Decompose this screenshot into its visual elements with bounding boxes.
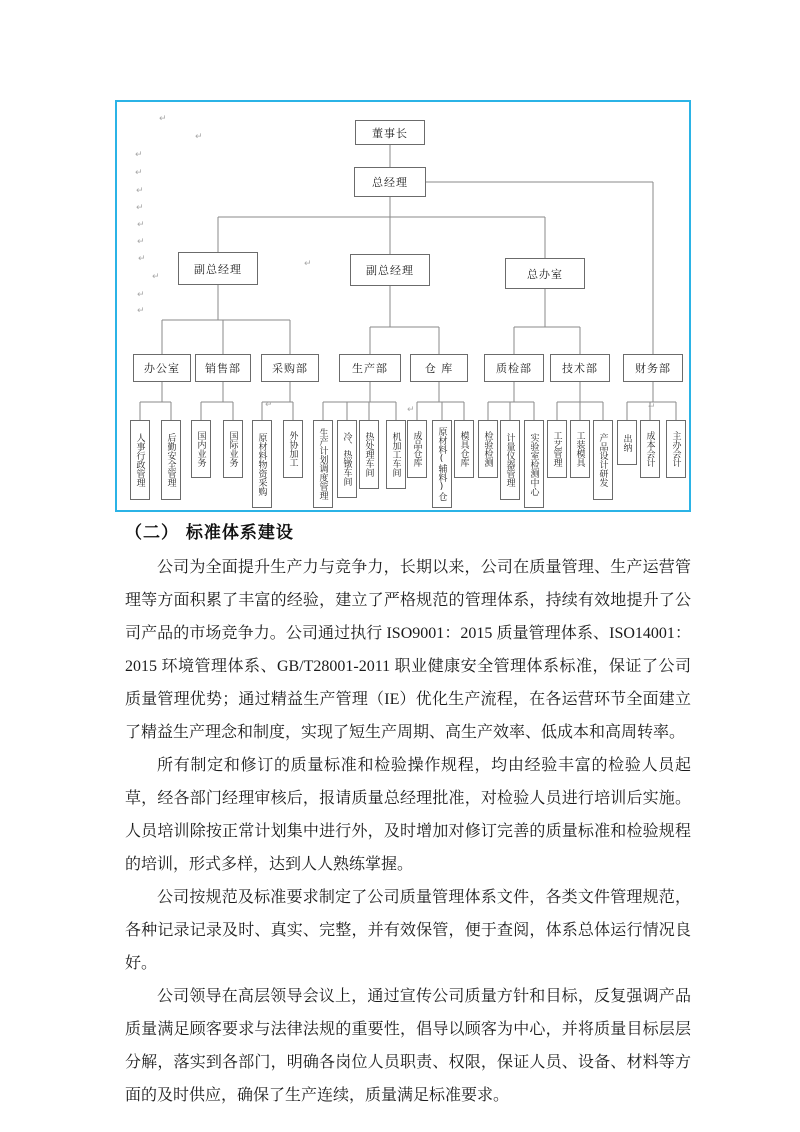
org-leaf-node: 实验室检测中心 [524,420,544,508]
org-dept-node: 技术部 [550,354,610,382]
paragraph-mark-icon: ↵ [137,290,145,300]
org-dept-node: 办公室 [133,354,191,382]
paragraph-mark-icon: ↵ [265,400,273,410]
org-leaf-node: 成本会计 [640,420,660,478]
paragraph-mark-icon: ↵ [407,405,415,415]
org-node-chairman: 董事长 [355,120,425,145]
org-node-deputy-gm-2: 副总经理 [350,254,430,286]
section-heading: （二） 标准体系建设 [125,523,294,543]
org-dept-node: 采购部 [261,354,319,382]
org-dept-node: 质检部 [484,354,544,382]
org-dept-node: 销售部 [195,354,251,382]
text-section [125,518,691,1112]
paragraph-mark-icon: ↵ [137,220,145,230]
org-leaf-node: 后勤安全管理 [161,420,181,500]
paragraph-mark-icon: ↵ [135,168,143,178]
org-leaf-node: 冷、热镦车间 [337,420,357,498]
org-leaf-node: 检验检测 [478,420,498,478]
org-leaf-node: 国内业务 [191,420,211,478]
org-leaf-node: 原材料物资采购 [252,420,272,508]
paragraph-mark-icon: ↵ [135,150,143,160]
org-node-general-manager: 总经理 [354,167,426,197]
org-leaf-node: 热处理车间 [359,420,379,489]
org-leaf-node: 工装模具 [570,420,590,478]
paragraph-mark-icon: ↵ [136,186,144,196]
org-dept-node: 财务部 [623,354,683,382]
paragraph-mark-icon: ↵ [137,237,145,247]
org-node-gm-office: 总办室 [505,258,585,289]
org-leaf-node: 计量仪器管理 [500,420,520,500]
paragraph-mark-icon: ↵ [138,254,146,264]
paragraph-mark-icon: ↵ [304,259,312,269]
body-paragraph: 公司按规范及标准要求制定了公司质量管理体系文件，各类文件管理规范，各种记录记录及时、真实、完整，并有效保管，便于查阅，体系总体运行情况良好。 [125,889,691,972]
paragraph-mark-icon: ↵ [159,114,167,124]
body-paragraph: 公司领导在高层领导会议上，通过宣传公司质量方针和目标，反复强调产品质量满足顾客要求与法律法规的重要性，倡导以顾客为中心，并将质量目标层层分解，落实到各部门，明确各岗位人员职责、权限，保证人员、设备、材料等方面的及时供应，确保了生产连续，质量满足标准要求。 [125,988,691,1104]
paragraph-mark-icon: ↵ [648,402,656,412]
org-leaf-node: 外协加工 [283,420,303,478]
org-node-deputy-gm-1: 副总经理 [178,252,258,285]
org-leaf-node: 原材料(辅料)仓 [432,420,452,508]
paragraph-mark-icon: ↵ [137,306,145,316]
org-leaf-node: 国际业务 [223,420,243,478]
paragraph-mark-icon: ↵ [152,272,160,282]
org-leaf-node: 模具仓库 [454,420,474,478]
org-chart [115,100,691,512]
paragraph-mark-icon: ↵ [136,203,144,213]
org-leaf-node: 主办会计 [666,420,686,478]
org-leaf-node: 产品设计研发 [593,420,613,500]
org-leaf-node: 成品仓库 [407,420,427,478]
org-dept-node: 仓 库 [410,354,468,382]
paragraph-mark-icon: ↵ [195,132,203,142]
org-leaf-node: 工艺管理 [547,420,567,478]
org-leaf-node: 生产计划调度管理 [313,420,333,508]
org-dept-node: 生产部 [339,354,401,382]
org-leaf-node: 机加工车间 [386,420,406,489]
org-leaf-node: 出纳 [617,420,637,465]
body-paragraph: 公司为全面提升生产力与竞争力，长期以来，公司在质量管理、生产运营管理等方面积累了丰富的经验，建立了严格规范的管理体系，持续有效地提升了公司产品的市场竞争力。公司通过执行 ISO9001：2015 质量管理体系、ISO14001：2015 环境管理体系、GB/T28001-2011 职业健康安全管理体系标准，保证了公司质量管理优势；通过精益生产管理（IE）优化生产流程，在各运营环节全面建立了精益生产理念和制度，实现了短生产周期、高生产效率、低成本和高周转率。 [125,559,691,741]
org-leaf-node: 人事行政管理 [130,420,150,500]
body-paragraph: 所有制定和修订的质量标准和检验操作规程，均由经验丰富的检验人员起草，经各部门经理审核后，报请质量总经理批准，对检验人员进行培训后实施。人员培训除按正常计划集中进行外，及时增加对修订完善的质量标准和检验规程的培训，形式多样，达到人人熟练掌握。 [125,757,691,873]
